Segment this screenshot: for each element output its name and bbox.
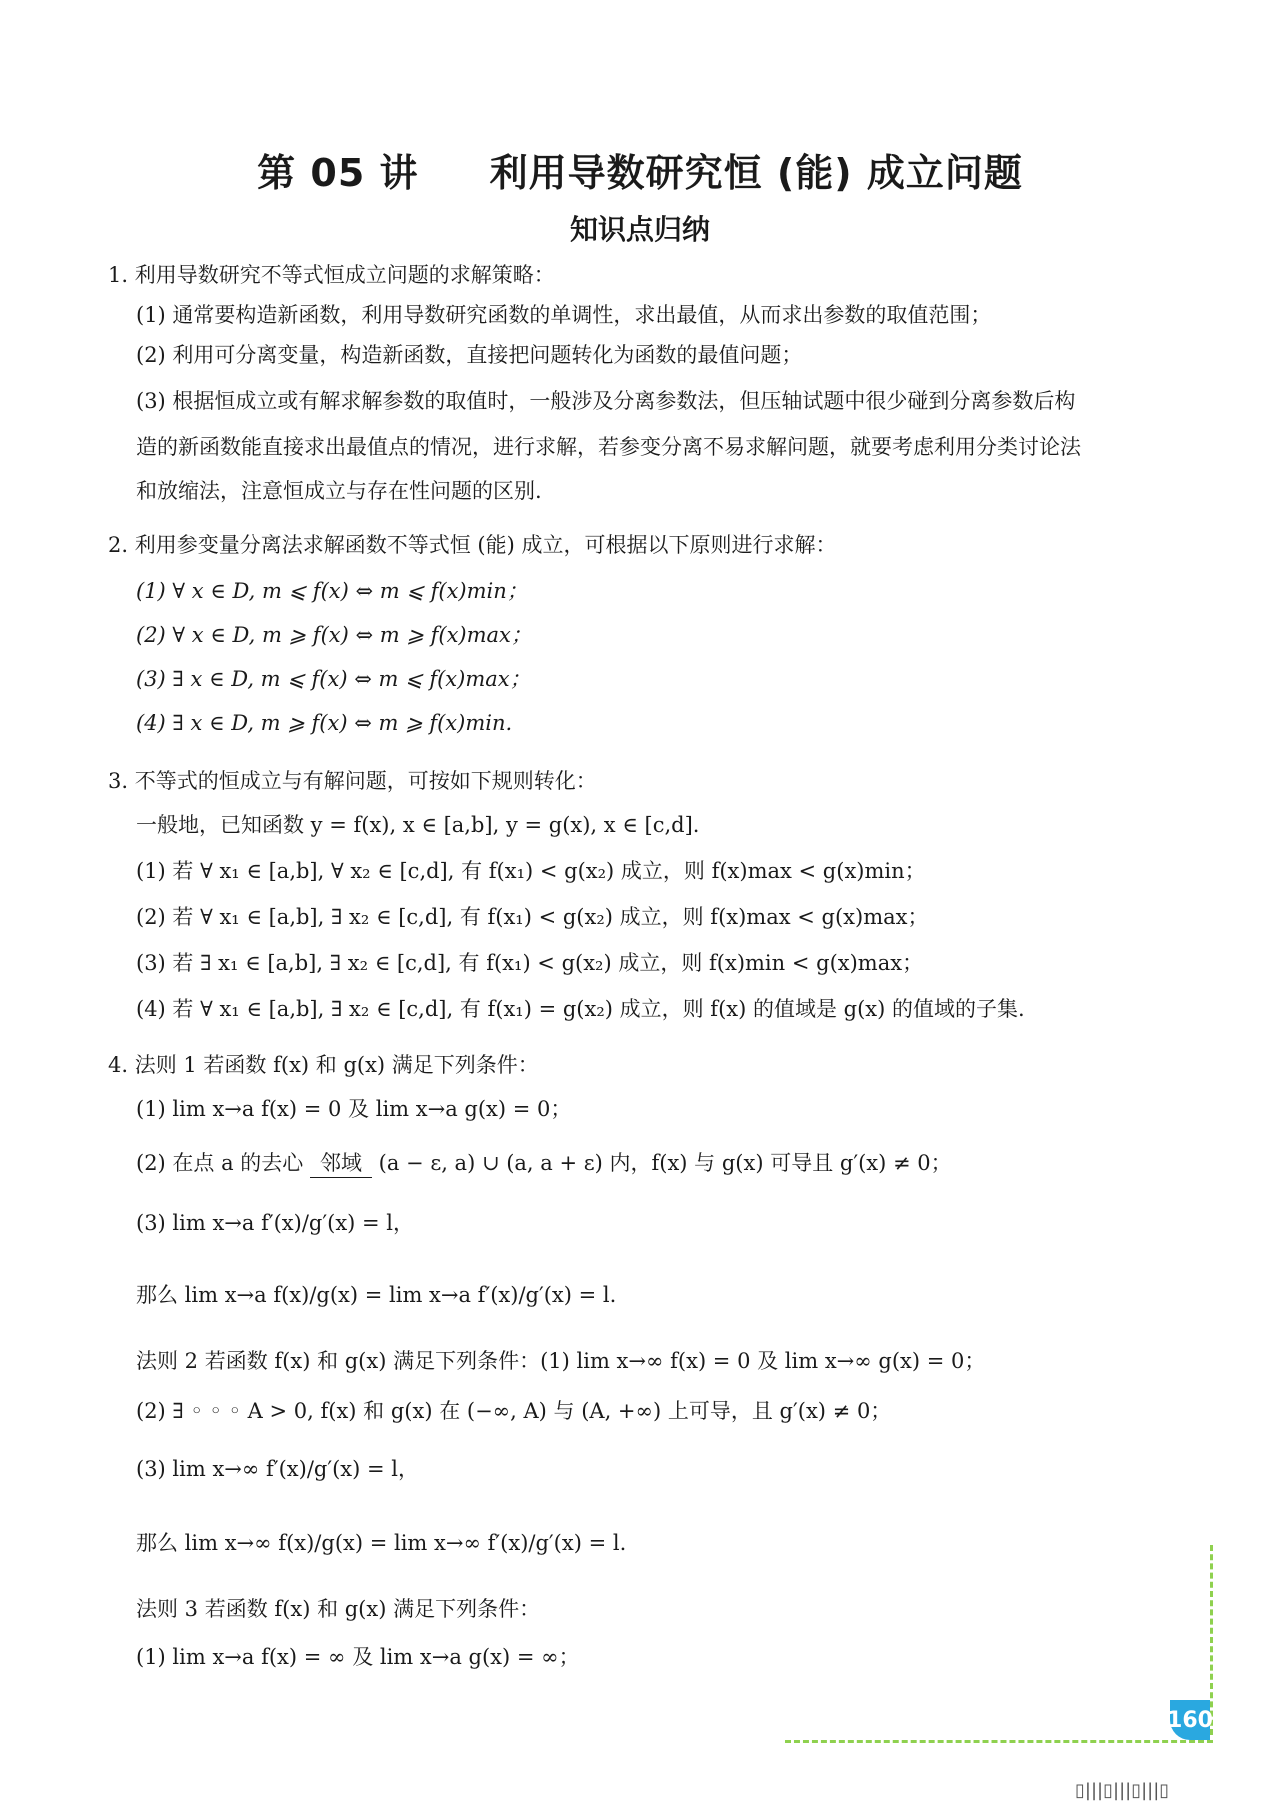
page-title: 第 05 讲 利用导数研究恒 (能) 成立问题 [257, 151, 1023, 195]
rule-2-cond-2: (2) ∃ ◦ ◦ ◦ A > 0, f(x) 和 g(x) 在 (−∞, A) 与 (A, +∞) 上可导，且 g′(x) ≠ 0； [136, 1399, 892, 1423]
item-1-3: (3) 根据恒成立或有解求解参数的取值时，一般涉及分离参数法，但压轴试题中很少碰到分离参数后构 [136, 389, 1076, 413]
item-3-2: (2) 若 ∀ x₁ ∈ [a,b], ∃ x₂ ∈ [c,d], 有 f(x₁) < g(x₂) 成立，则 f(x)max < g(x)max； [136, 905, 929, 929]
item-2-4: (4) ∃ x ∈ D, m ⩾ f(x) ⇔ m ⩾ f(x)min. [136, 711, 513, 735]
rule-1-cond-2 [136, 1150, 952, 1178]
rule-2-heading: 法则 2 若函数 f(x) 和 g(x) 满足下列条件：(1) lim x→∞ f(x) = 0 及 lim x→∞ g(x) = 0； [136, 1349, 986, 1373]
rule-1-cond-2-rest: (a − ε, a) ∪ (a, a + ε) 内，f(x) 与 g(x) 可导且 g′(x) ≠ 0； [378, 1151, 952, 1175]
item-2-3: (3) ∃ x ∈ D, m ⩽ f(x) ⇔ m ⩽ f(x)max； [136, 667, 531, 691]
page-corner-dashed-border [1210, 1545, 1213, 1735]
page-bottom-dashed-border [785, 1740, 1213, 1743]
rule-2-conclusion: 那么 lim x→∞ f(x)/g(x) = lim x→∞ f′(x)/g′(x) = l. [136, 1531, 627, 1555]
rule-2-cond-3: (3) lim x→∞ f′(x)/g′(x) = l， [136, 1457, 419, 1481]
item-3-4: (4) 若 ∀ x₁ ∈ [a,b], ∃ x₂ ∈ [c,d], 有 f(x₁) = g(x₂) 成立，则 f(x) 的值域是 g(x) 的值域的子集. [136, 997, 1025, 1021]
section-subtitle: 知识点归纳 [569, 213, 710, 246]
item-2-heading: 2. 利用参变量分离法求解函数不等式恒 (能) 成立，可根据以下原则进行求解： [108, 533, 837, 557]
item-3-3: (3) 若 ∃ x₁ ∈ [a,b], ∃ x₂ ∈ [c,d], 有 f(x₁) < g(x₂) 成立，则 f(x)min < g(x)max； [136, 951, 924, 975]
rule-3-cond-1: (1) lim x→a f(x) = ∞ 及 lim x→a g(x) = ∞； [136, 1645, 580, 1669]
item-1-heading: 1. 利用导数研究不等式恒成立问题的求解策略： [108, 263, 555, 287]
rule-3-heading: 法则 3 若函数 f(x) 和 g(x) 满足下列条件： [136, 1597, 541, 1621]
item-2-2: (2) ∀ x ∈ D, m ⩾ f(x) ⇔ m ⩾ f(x)max； [136, 623, 532, 647]
item-1-2: (2) 利用可分离变量，构造新函数，直接把问题转化为函数的最值问题； [136, 343, 803, 367]
item-3-1: (1) 若 ∀ x₁ ∈ [a,b], ∀ x₂ ∈ [c,d], 有 f(x₁) < g(x₂) 成立，则 f(x)max < g(x)min； [136, 859, 926, 883]
item-1-1: (1) 通常要构造新函数，利用导数研究函数的单调性，求出最值，从而求出参数的取值范围； [136, 303, 992, 327]
watermark-bar: ▯|||▯|||▯|||▯ [1075, 1780, 1170, 1801]
fill-blank-answer: 邻域 [310, 1150, 372, 1178]
item-3-heading: 3. 不等式的恒成立与有解问题，可按如下规则转化： [108, 769, 597, 793]
item-1-3-cont: 和放缩法，注意恒成立与存在性问题的区别. [136, 479, 542, 503]
item-1-3-cont: 造的新函数能直接求出最值点的情况，进行求解，若参变分离不易求解问题，就要考虑利用分类讨论法 [136, 435, 1081, 459]
item-2-1: (1) ∀ x ∈ D, m ⩽ f(x) ⇔ m ⩽ f(x)min； [136, 579, 528, 603]
rule-1-conclusion: 那么 lim x→a f(x)/g(x) = lim x→a f′(x)/g′(x) = l. [136, 1283, 617, 1307]
page-number-badge: 160 [1170, 1700, 1210, 1740]
item-3-intro: 一般地，已知函数 y = f(x), x ∈ [a,b], y = g(x), x ∈ [c,d]. [136, 813, 700, 837]
rule-1-cond-1: (1) lim x→a f(x) = 0 及 lim x→a g(x) = 0； [136, 1097, 572, 1121]
rule-1-cond-2-text: (2) 在点 a 的去心 [136, 1151, 304, 1175]
item-4-heading: 4. 法则 1 若函数 f(x) 和 g(x) 满足下列条件： [108, 1053, 539, 1077]
rule-1-cond-3: (3) lim x→a f′(x)/g′(x) = l， [136, 1211, 415, 1235]
